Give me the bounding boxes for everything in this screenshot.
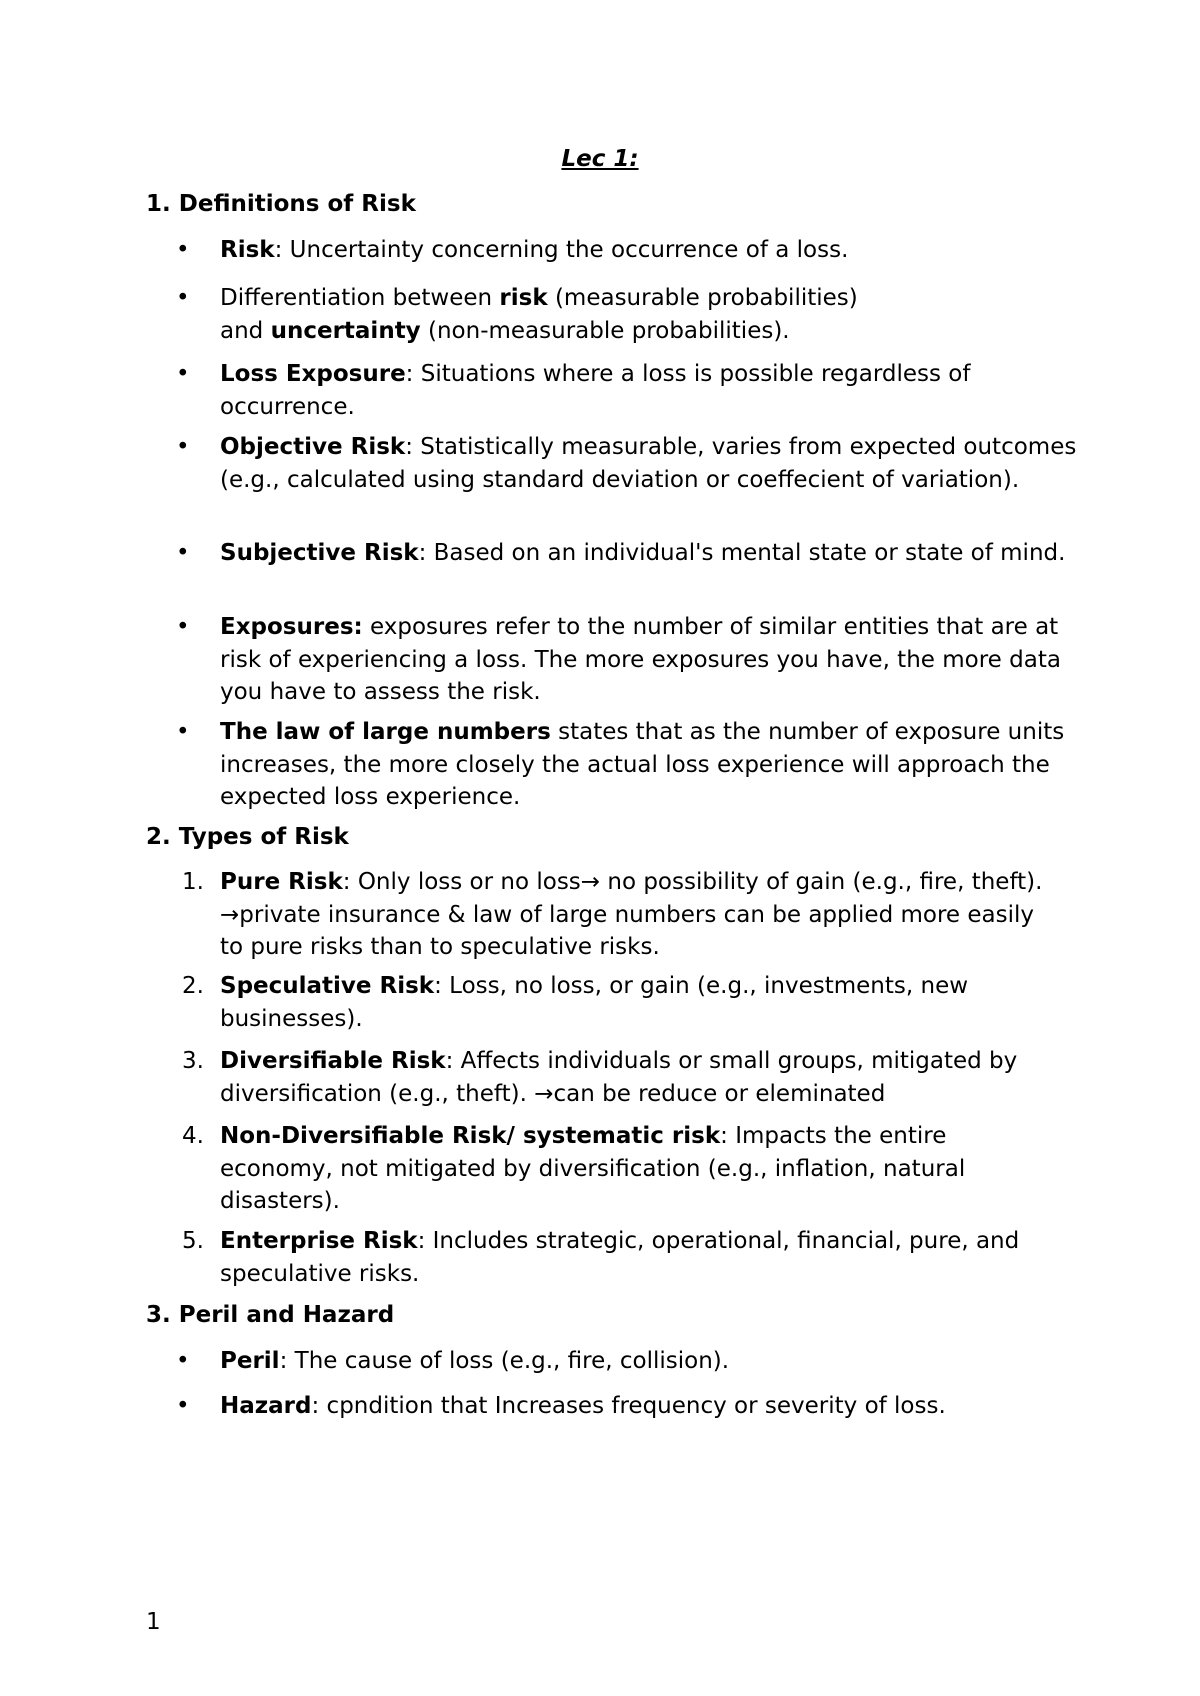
list-number: 5. xyxy=(182,1228,204,1254)
list-number: 2. xyxy=(182,973,204,999)
definition-text: : Statistically measurable, varies from expected outcomes (e.g., calculated using standard deviation or coeffecient of variation). xyxy=(220,434,1077,493)
list-item xyxy=(182,1225,1060,1290)
lecture-title: Lec 1: xyxy=(561,146,639,172)
item-text: (measurable probabilities) and xyxy=(220,285,858,344)
list-item xyxy=(176,431,1100,496)
list-item xyxy=(176,358,1050,423)
bullet-marker: • xyxy=(176,1393,190,1419)
list-item xyxy=(176,716,1090,814)
list-number: 4. xyxy=(182,1123,204,1149)
term: Risk xyxy=(220,237,275,263)
term: Speculative Risk xyxy=(220,973,435,999)
item-text: Differentiation between xyxy=(220,285,500,311)
term: Hazard xyxy=(220,1393,312,1419)
bullet-marker: • xyxy=(176,719,190,745)
term: Pure Risk xyxy=(220,869,343,895)
definition-text: : Affects individuals or small groups, mitigated by diversification (e.g., theft). →can be reduce or eleminated xyxy=(220,1048,1018,1107)
term: risk xyxy=(499,285,548,311)
list-item xyxy=(182,970,1050,1035)
term: Non-Diversifiable Risk/ systematic risk xyxy=(220,1123,721,1149)
definition-text: : Loss, no loss, or gain (e.g., investments, new businesses). xyxy=(220,973,969,1032)
definition-text: : Only loss or no loss→ no possibility of gain (e.g., fire, theft). →private insurance & law of large numbers can be applied more easily to pure risks than to speculative risks. xyxy=(220,869,1043,960)
definition-text: : The cause of loss (e.g., fire, collision). xyxy=(279,1348,730,1374)
definition-text: states that as the number of exposure units increases, the more closely the actual loss experience will approach the expected loss experience. xyxy=(220,719,1065,810)
list-item xyxy=(182,866,1060,964)
list-item xyxy=(176,282,900,347)
bullet-marker: • xyxy=(176,237,190,263)
bullet-marker: • xyxy=(176,361,190,387)
bullet-marker: • xyxy=(176,540,190,566)
definition-text: : Situations where a loss is possible regardless of occurrence. xyxy=(220,361,971,420)
bullet-marker: • xyxy=(176,434,190,460)
section-heading-peril-hazard: 3. Peril and Hazard xyxy=(146,1302,395,1328)
term: Objective Risk xyxy=(220,434,406,460)
list-item xyxy=(176,537,1070,570)
list-number: 3. xyxy=(182,1048,204,1074)
list-item xyxy=(182,1045,1060,1110)
item-text: (non-measurable probabilities). xyxy=(420,317,790,344)
definition-text: : Based on an individual's mental state or state of mind. xyxy=(418,540,1066,566)
definition-text: : Includes strategic, operational, financial, pure, and speculative risks. xyxy=(220,1228,1020,1287)
term: uncertainty xyxy=(270,317,421,344)
term: Peril xyxy=(220,1348,280,1374)
definition-text: exposures refer to the number of similar entities that are at risk of experiencing a loss. The more exposures you have, the more data you have to assess the risk. xyxy=(220,614,1061,705)
term: Loss Exposure xyxy=(220,361,406,387)
term: Subjective Risk xyxy=(220,540,419,566)
term: Diversifiable Risk xyxy=(220,1048,446,1074)
term: Exposures: xyxy=(220,614,363,640)
definition-text: : Impacts the entire economy, not mitigated by diversification (e.g., inflation, natural disasters). xyxy=(220,1123,966,1214)
bullet-marker: • xyxy=(176,285,190,311)
list-item xyxy=(176,234,1100,267)
term: Enterprise Risk xyxy=(220,1228,418,1254)
page-number: 1 xyxy=(146,1609,161,1635)
list-number: 1. xyxy=(182,869,204,895)
bullet-marker: • xyxy=(176,1348,190,1374)
bullet-marker: • xyxy=(176,614,190,640)
section-heading-types: 2. Types of Risk xyxy=(146,824,349,850)
definition-text: : Uncertainty concerning the occurrence of a loss. xyxy=(274,237,849,263)
list-item xyxy=(182,1120,1060,1218)
list-item xyxy=(176,611,1100,709)
list-item xyxy=(176,1390,1100,1423)
list-item xyxy=(176,1345,1100,1378)
term: The law of large numbers xyxy=(220,719,551,745)
definition-text: : cpndition that Increases frequency or severity of loss. xyxy=(311,1393,946,1419)
section-heading-definitions: 1. Definitions of Risk xyxy=(146,191,416,217)
